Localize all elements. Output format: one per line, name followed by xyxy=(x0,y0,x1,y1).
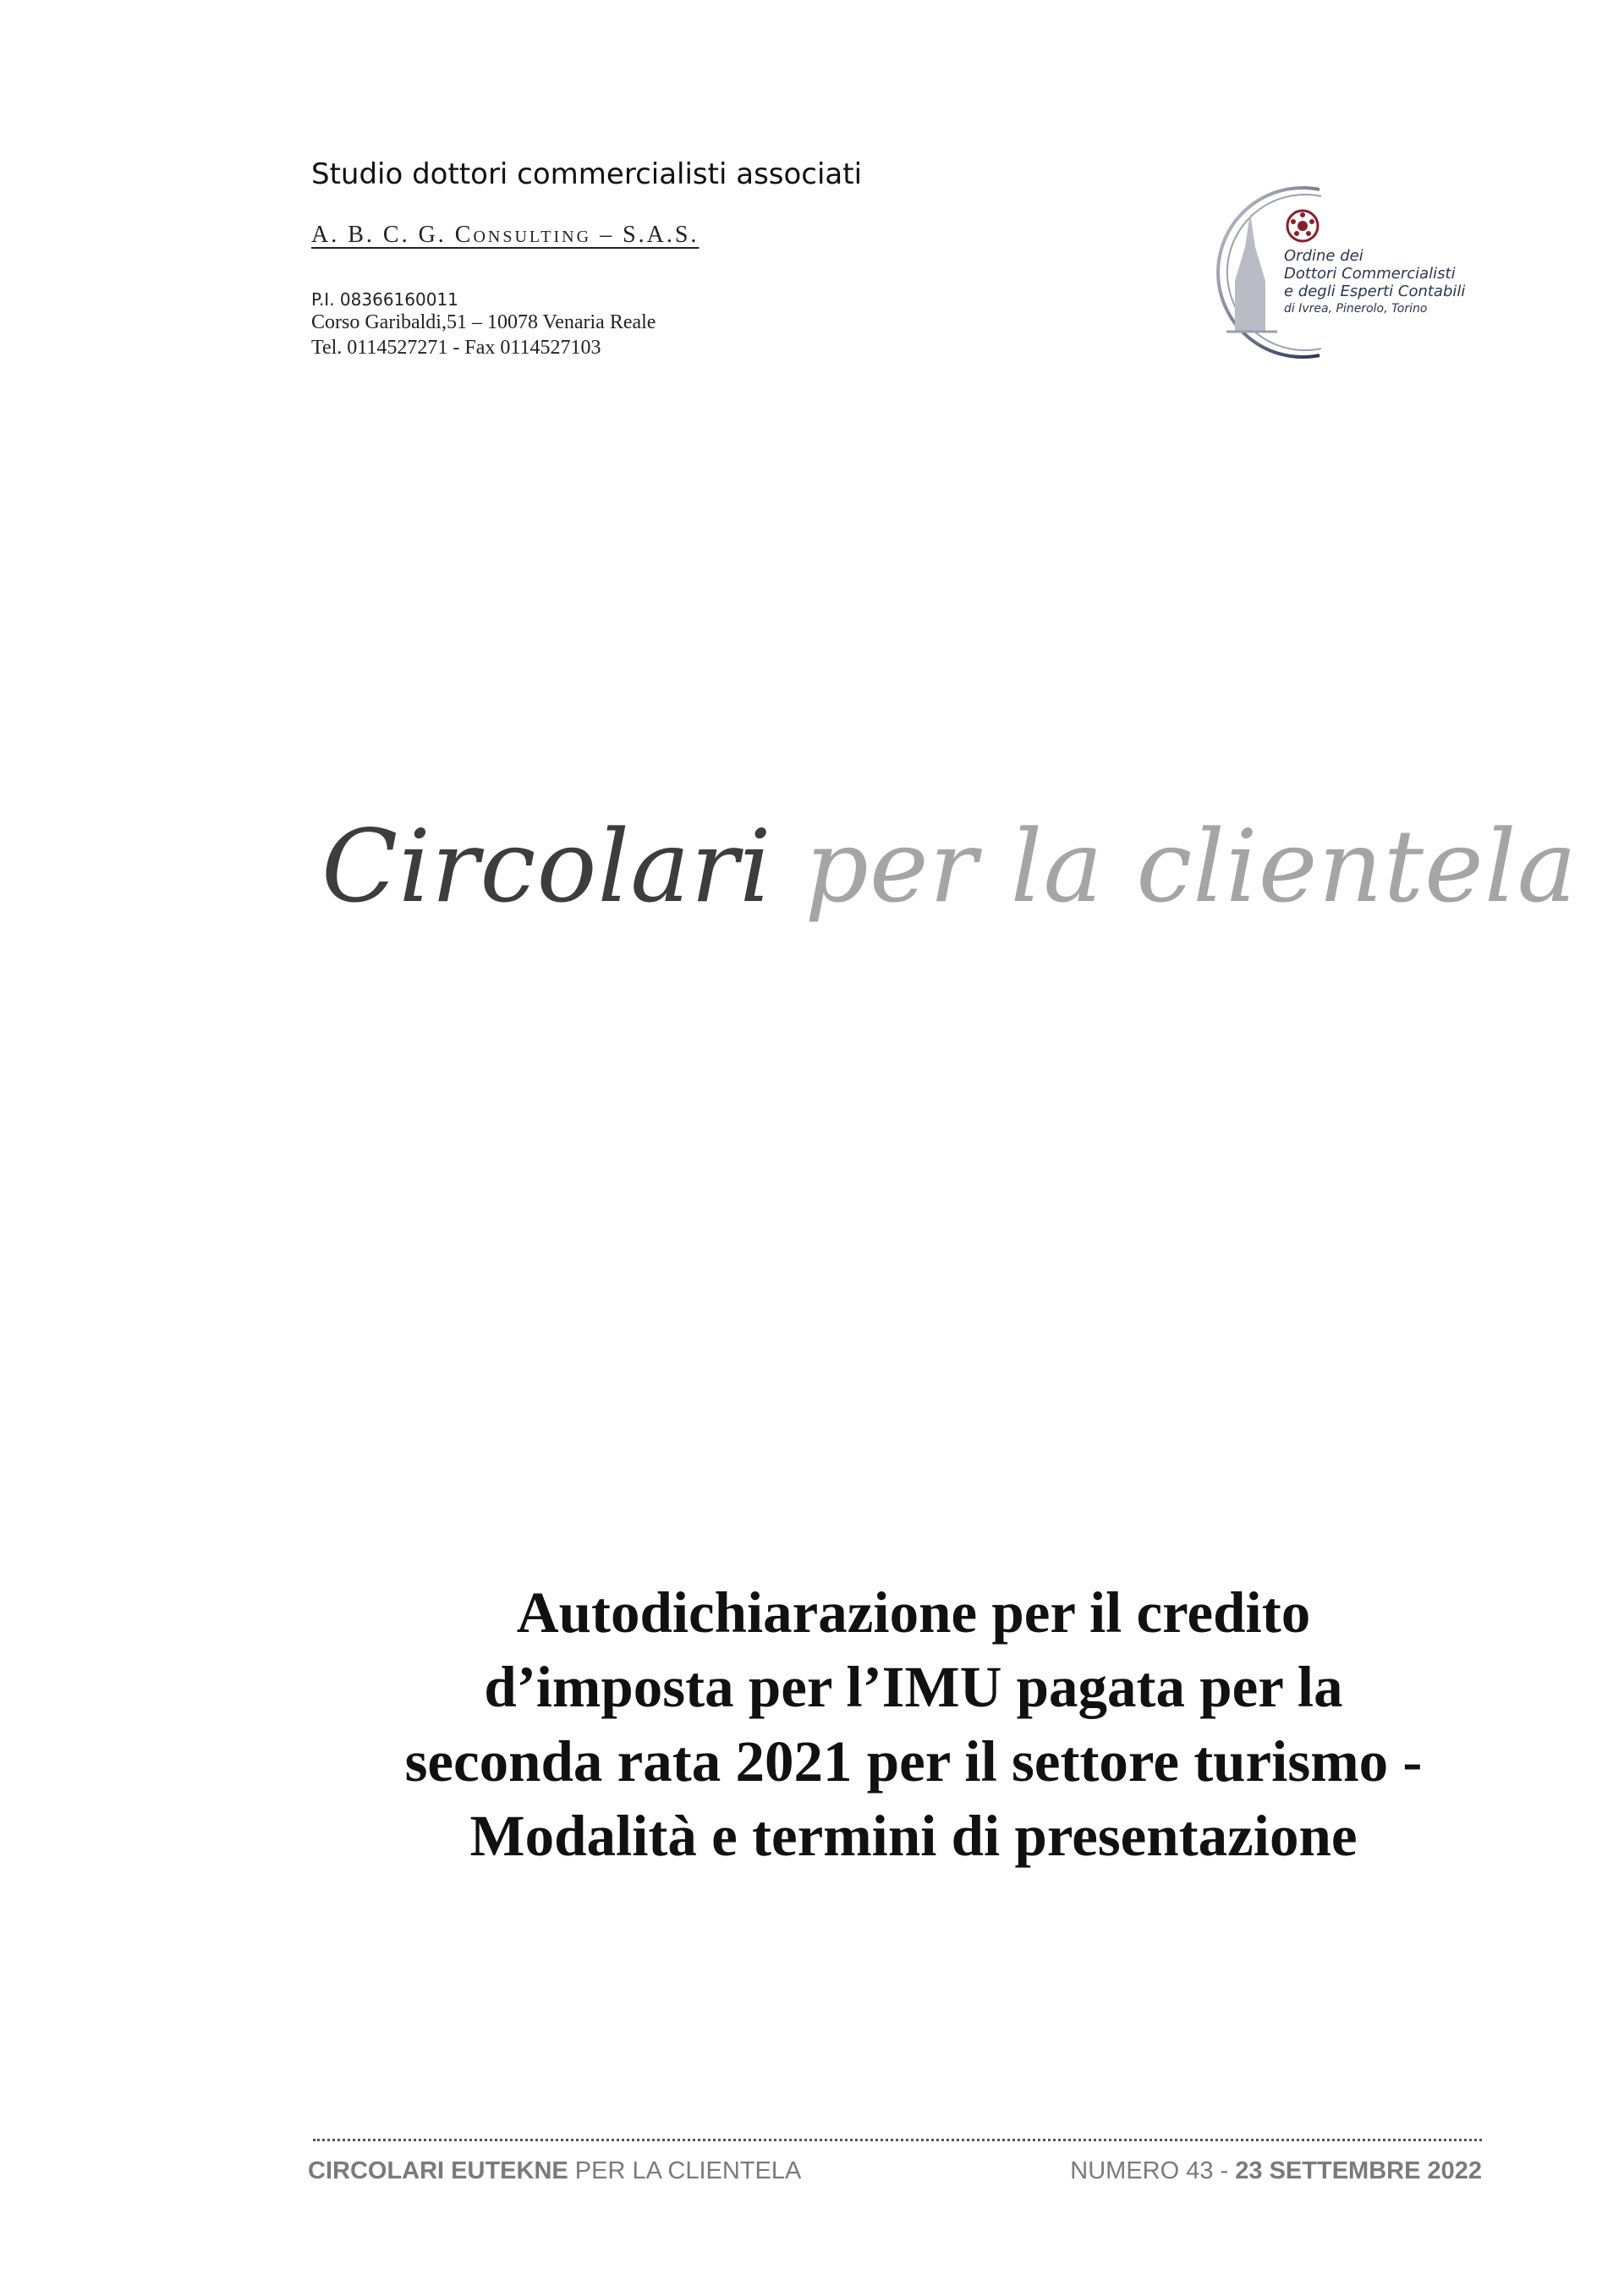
firm-address: Corso Garibaldi,51 – 10078 Venaria Reale xyxy=(311,311,656,333)
footer-issue xyxy=(1070,2157,1482,2185)
banner-part-clientela: per la clientela xyxy=(804,808,1577,925)
footer-publication xyxy=(308,2157,801,2185)
vat-number: P.I. 08366160011 xyxy=(311,289,458,310)
footer-publication-bold: CIRCOLARI EUTEKNE xyxy=(308,2157,568,2184)
footer-issue-date: 23 SETTEMBRE 2022 xyxy=(1235,2157,1482,2184)
footer-issue-number: NUMERO 43 - xyxy=(1070,2157,1236,2184)
firm-phone-fax: Tel. 0114527271 - Fax 0114527103 xyxy=(311,337,601,359)
document-title xyxy=(271,1575,1556,1873)
footer-publication-rest: PER LA CLIENTELA xyxy=(568,2157,802,2184)
title-line-4: Modalità e termini di presentazione xyxy=(469,1804,1358,1868)
logo-caption-line4: di Ivrea, Pinerolo, Torino xyxy=(1284,302,1428,316)
title-line-3: seconda rata 2021 per il settore turismo - xyxy=(404,1729,1423,1794)
title-line-2: d’imposta per l’IMU pagata per la xyxy=(484,1655,1343,1719)
logo-caption-line1: Ordine dei xyxy=(1284,247,1363,265)
series-banner xyxy=(321,808,1577,925)
logo-caption-line3: e degli Esperti Contabili xyxy=(1284,283,1466,300)
banner-part-circolari: Circolari xyxy=(321,808,772,925)
order-logo-caption xyxy=(1284,247,1465,318)
logo-caption-line2: Dottori Commercialisti xyxy=(1284,265,1456,283)
firm-name: A. B. C. G. Consulting – S.A.S. xyxy=(311,222,700,248)
studio-description: Studio dottori commercialisti associati xyxy=(311,157,863,191)
footer-divider xyxy=(313,2139,1482,2141)
title-line-1: Autodichiarazione per il credito xyxy=(516,1580,1311,1645)
